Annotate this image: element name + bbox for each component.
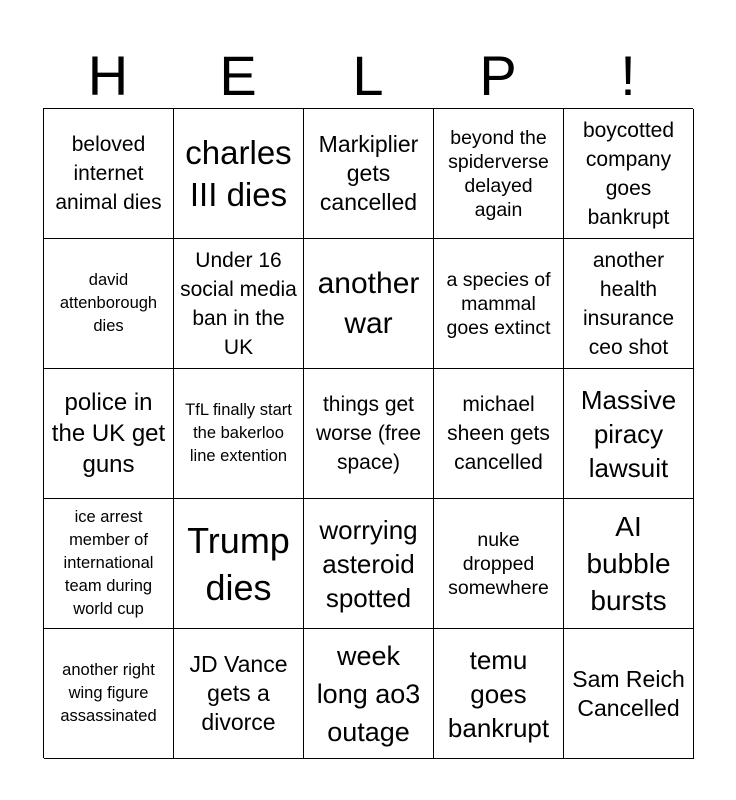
bingo-cell[interactable]: charles III dies — [174, 109, 304, 239]
bingo-cell[interactable]: ice arrest member of international team during world cup — [44, 499, 174, 629]
bingo-cell[interactable]: david attenborough dies — [44, 239, 174, 369]
bingo-cell[interactable]: Massive piracy lawsuit — [564, 369, 694, 499]
bingo-cell[interactable]: week long ao3 outage — [304, 629, 434, 759]
bingo-cell[interactable]: another war — [304, 239, 434, 369]
title-letter-p: P — [479, 44, 517, 107]
bingo-board — [43, 108, 693, 758]
bingo-cell[interactable]: Under 16 social media ban in the UK — [174, 239, 304, 369]
bingo-cell[interactable]: Sam Reich Cancelled — [564, 629, 694, 759]
bingo-cell[interactable]: Markiplier gets cancelled — [304, 109, 434, 239]
bingo-cell[interactable]: Trump dies — [174, 499, 304, 629]
bingo-cell[interactable]: a species of mammal goes extinct — [434, 239, 564, 369]
bingo-cell[interactable]: boycotted company goes bankrupt — [564, 109, 694, 239]
bingo-cell[interactable]: police in the UK get guns — [44, 369, 174, 499]
title-letter-e: E — [219, 44, 257, 107]
bingo-cell[interactable]: worrying asteroid spotted — [304, 499, 434, 629]
bingo-title — [43, 44, 693, 108]
bingo-cell[interactable]: beyond the spiderverse delayed again — [434, 109, 564, 239]
title-letter-h: H — [87, 44, 129, 107]
bingo-cell[interactable]: AI bubble bursts — [564, 499, 694, 629]
title-letter-l: L — [352, 44, 384, 107]
bingo-cell[interactable]: michael sheen gets cancelled — [434, 369, 564, 499]
bingo-cell[interactable]: temu goes bankrupt — [434, 629, 564, 759]
bingo-cell[interactable]: another health insurance ceo shot — [564, 239, 694, 369]
bingo-cell[interactable]: things get worse (free space) — [304, 369, 434, 499]
bingo-cell[interactable]: JD Vance gets a divorce — [174, 629, 304, 759]
bingo-cell[interactable]: nuke dropped somewhere — [434, 499, 564, 629]
bingo-cell[interactable]: TfL finally start the bakerloo line extention — [174, 369, 304, 499]
bingo-cell[interactable]: beloved internet animal dies — [44, 109, 174, 239]
title-letter-exclamation: ! — [620, 44, 636, 107]
bingo-cell[interactable]: another right wing figure assassinated — [44, 629, 174, 759]
